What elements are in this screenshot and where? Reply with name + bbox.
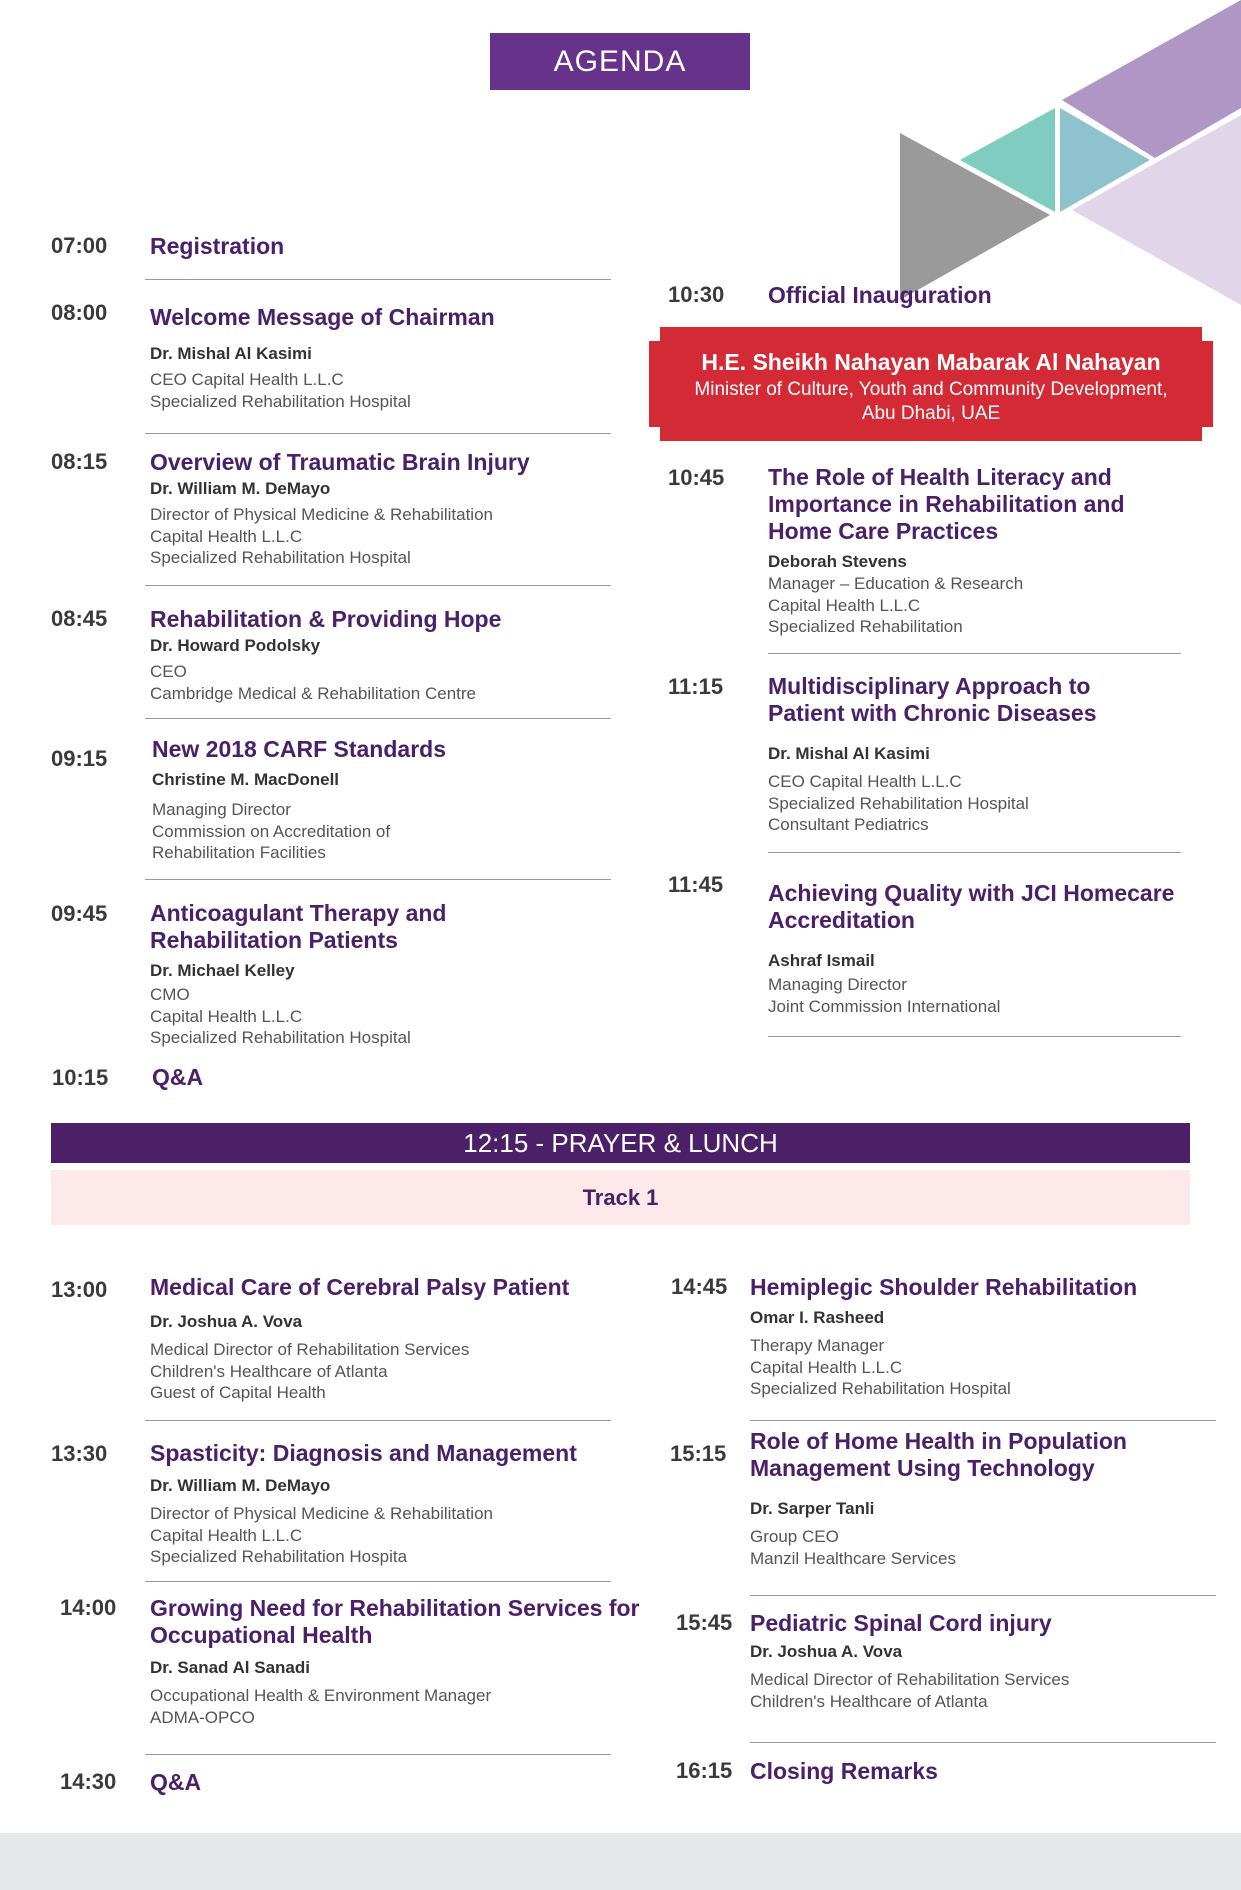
session-pediatric-spinal-cord <box>750 1610 1069 1712</box>
speaker-name: Dr. Michael Kelley <box>150 961 295 980</box>
divider <box>145 279 611 280</box>
time-1615: 16:15 <box>676 1758 733 1783</box>
divider <box>750 1742 1216 1743</box>
speaker-details: Therapy Manager Capital Health L.L.C Specialized Rehabilitation Hospital <box>750 1336 1011 1398</box>
speaker-details: CEO Capital Health L.L.C Specialized Rehabilitation Hospital <box>150 370 411 411</box>
speaker-name: Dr. William M. DeMayo <box>150 1476 331 1495</box>
speaker-name: Deborah Stevens <box>768 552 907 571</box>
speaker-details: Manager – Education & Research Capital Health L.L.C Specialized Rehabilitation <box>768 574 1024 636</box>
session-closing-remarks <box>750 1758 938 1785</box>
time-1400: 14:00 <box>60 1595 117 1620</box>
time-1545: 15:45 <box>676 1610 733 1635</box>
session-official-inauguration <box>768 282 992 309</box>
time-1430: 14:30 <box>60 1769 117 1794</box>
session-spasticity <box>150 1440 577 1568</box>
divider <box>145 1581 611 1582</box>
track-label: Track 1 <box>51 1170 1190 1225</box>
divider <box>145 718 611 719</box>
session-traumatic-brain-injury <box>150 449 530 569</box>
session-providing-hope <box>150 606 501 704</box>
speaker-details: Managing Director Joint Commission International <box>768 975 1001 1016</box>
speaker-name: Dr. Howard Podolsky <box>150 636 321 655</box>
speaker-details: Occupational Health & Environment Manager ADMA-OPCO <box>150 1686 492 1727</box>
session-title: Welcome Message of Chairman <box>150 304 495 330</box>
time-0700: 07:00 <box>51 233 108 258</box>
session-title: Anticoagulant Therapy and <box>150 900 447 926</box>
session-title-line2: Accreditation <box>768 907 915 933</box>
banner-notch-left <box>649 341 660 427</box>
session-title: Medical Care of Cerebral Palsy Patient <box>150 1274 570 1300</box>
time-1030: 10:30 <box>668 282 725 307</box>
session-anticoagulant-therapy <box>150 900 446 1049</box>
session-welcome-message <box>150 304 495 412</box>
session-title-line3: Home Care Practices <box>768 518 999 544</box>
session-multidisciplinary-approach <box>768 673 1096 836</box>
speaker-details: Medical Director of Rehabilitation Services Children's Healthcare of Atlanta Guest of Capital Health <box>150 1340 470 1402</box>
speaker-details: Director of Physical Medicine & Rehabilitation Capital Health L.L.C Specialized Rehabilitation Hospital <box>150 505 493 567</box>
session-occupational-health <box>150 1595 639 1728</box>
session-title: Growing Need for Rehabilitation Services for <box>150 1595 640 1621</box>
time-1045: 10:45 <box>668 465 725 490</box>
session-carf-standards <box>152 736 446 864</box>
session-qa-afternoon <box>150 1769 201 1796</box>
speaker-name: Dr. Joshua A. Vova <box>150 1312 303 1331</box>
session-title: Q&A <box>152 1064 204 1090</box>
time-0945: 09:45 <box>51 901 108 926</box>
agenda-title: AGENDA <box>490 33 750 90</box>
time-1145: 11:45 <box>668 872 724 897</box>
session-title: Pediatric Spinal Cord injury <box>750 1610 1052 1636</box>
session-title: Hemiplegic Shoulder Rehabilitation <box>750 1274 1138 1300</box>
session-home-health-technology <box>750 1428 1127 1569</box>
divider <box>750 1595 1216 1596</box>
session-title: Multidisciplinary Approach to <box>768 673 1091 699</box>
time-1300: 13:00 <box>51 1277 108 1302</box>
guest-of-honor-title: Minister of Culture, Youth and Community Development, Abu Dhabi, UAE <box>694 379 1168 424</box>
session-title: Official Inauguration <box>768 282 992 308</box>
speaker-name: Christine M. MacDonell <box>152 770 340 789</box>
speaker-details: Group CEO Manzil Healthcare Services <box>750 1527 956 1568</box>
session-qa-morning <box>152 1064 203 1091</box>
banner-notch-right <box>1202 341 1213 427</box>
session-title: Rehabilitation & Providing Hope <box>150 606 502 632</box>
guest-of-honor-name: H.E. Sheikh Nahayan Mabarak Al Nahayan <box>701 349 1161 375</box>
session-health-literacy <box>768 464 1125 638</box>
divider <box>750 1420 1216 1421</box>
time-1330: 13:30 <box>51 1441 108 1466</box>
divider <box>768 852 1181 853</box>
time-0915: 09:15 <box>51 746 108 771</box>
speaker-name: Dr. Sanad Al Sanadi <box>150 1658 310 1677</box>
speaker-details: CEO Capital Health L.L.C Specialized Rehabilitation Hospital Consultant Pediatrics <box>768 772 1029 834</box>
session-title: Closing Remarks <box>750 1758 938 1784</box>
session-jci-accreditation <box>768 880 1174 1017</box>
footer-band <box>0 1833 1241 1890</box>
session-hemiplegic-shoulder <box>750 1274 1137 1400</box>
divider <box>145 1754 611 1755</box>
session-title: Role of Home Health in Population <box>750 1428 1127 1454</box>
lunch-break-bar: 12:15 - PRAYER & LUNCH <box>51 1123 1190 1163</box>
time-1115: 11:15 <box>668 674 724 699</box>
inauguration-banner <box>660 327 1202 441</box>
divider <box>145 585 611 586</box>
speaker-details: Medical Director of Rehabilitation Services Children's Healthcare of Atlanta <box>750 1670 1070 1711</box>
speaker-name: Omar I. Rasheed <box>750 1308 885 1327</box>
divider <box>768 653 1181 654</box>
session-title: Registration <box>150 233 285 259</box>
speaker-details: CMO Capital Health L.L.C Specialized Rehabilitation Hospital <box>150 985 411 1047</box>
session-title: The Role of Health Literacy and <box>768 464 1112 490</box>
divider <box>768 1036 1181 1037</box>
speaker-name: Dr. Joshua A. Vova <box>750 1642 903 1661</box>
speaker-name: Dr. Sarper Tanli <box>750 1499 875 1518</box>
divider <box>145 433 611 434</box>
session-title: Spasticity: Diagnosis and Management <box>150 1440 577 1466</box>
speaker-name: Dr. Mishal Al Kasimi <box>150 344 312 363</box>
speaker-details: Director of Physical Medicine & Rehabilitation Capital Health L.L.C Specialized Rehabilitation Hospita <box>150 1504 493 1566</box>
time-1015: 10:15 <box>52 1065 109 1090</box>
session-cerebral-palsy <box>150 1274 569 1404</box>
session-registration <box>150 233 284 260</box>
divider <box>145 1420 611 1421</box>
session-title: Achieving Quality with JCI Homecare <box>768 880 1175 906</box>
session-title-line2: Occupational Health <box>150 1622 373 1648</box>
session-title: New 2018 CARF Standards <box>152 736 446 762</box>
speaker-details: Managing Director Commission on Accreditation of Rehabilitation Facilities <box>152 800 391 862</box>
session-title: Q&A <box>150 1769 202 1795</box>
time-1515: 15:15 <box>670 1441 727 1466</box>
session-title-line2: Rehabilitation Patients <box>150 927 398 953</box>
session-title-line2: Importance in Rehabilitation and <box>768 491 1125 517</box>
time-1445: 14:45 <box>671 1274 728 1299</box>
speaker-name: Dr. William M. DeMayo <box>150 479 331 498</box>
time-0800: 08:00 <box>51 300 108 325</box>
speaker-name: Ashraf Ismail <box>768 951 875 970</box>
time-0815: 08:15 <box>51 449 108 474</box>
divider <box>145 879 611 880</box>
time-0845: 08:45 <box>51 606 108 631</box>
speaker-name: Dr. Mishal Al Kasimi <box>768 744 930 763</box>
session-title: Overview of Traumatic Brain Injury <box>150 449 530 475</box>
session-title-line2: Management Using Technology <box>750 1455 1095 1481</box>
session-title-line2: Patient with Chronic Diseases <box>768 700 1097 726</box>
speaker-details: CEO Cambridge Medical & Rehabilitation Centre <box>150 662 476 703</box>
